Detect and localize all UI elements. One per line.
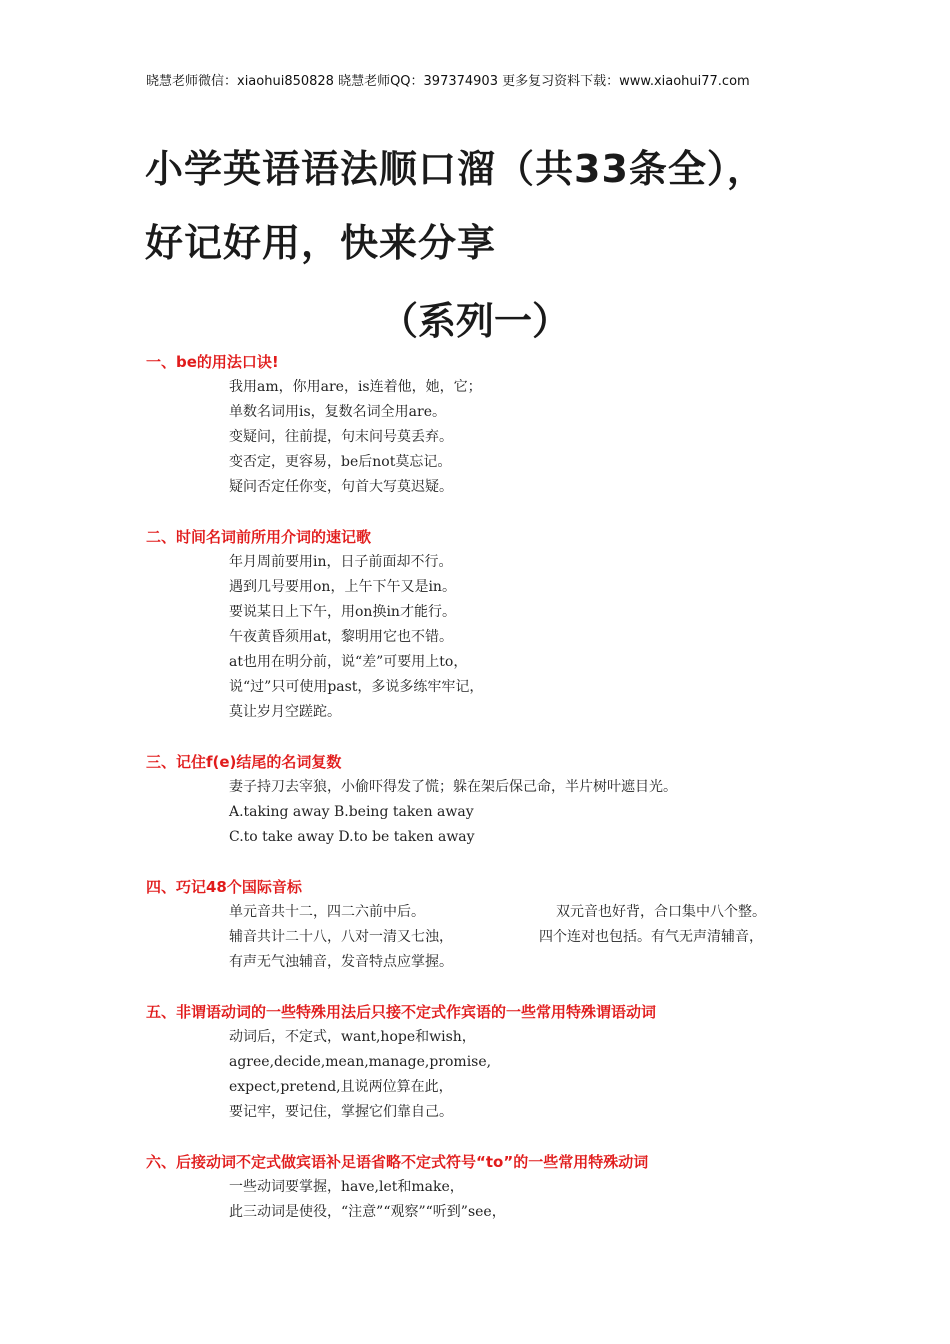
verse-half: 四个连对也包括。有气无声清辅音， (539, 929, 763, 945)
page-subtitle: （系列一） (379, 299, 570, 343)
verse-line: 要说某日上下午，用on换in才能行。 (229, 604, 456, 620)
section-time-prepositions (146, 525, 826, 725)
verse-half: 单元音共十二，四二六前中后。 (229, 904, 425, 920)
verse-line: 遇到几号要用on，上午下午又是in。 (229, 579, 456, 595)
verse-line: 我用am，你用are，is连着他，她，它； (229, 379, 482, 395)
verse-line: 说“过”只可使用past，多说多练牢牢记， (229, 679, 484, 695)
verse-line (146, 925, 826, 950)
section-heading: 一、be的用法口诀! (146, 353, 279, 371)
section-fe-plurals (146, 750, 826, 850)
verse-line: 要记牢，要记住，掌握它们靠自己。 (229, 1104, 453, 1120)
verse-half: 辅音共计二十八，八对一清又七浊， (229, 929, 453, 945)
section-heading: 四、巧记48个国际音标 (146, 878, 302, 896)
verse-line: 莫让岁月空蹉跎。 (229, 704, 341, 720)
verse-line: 单数名词用is，复数名词全用are。 (229, 404, 446, 420)
page-title-line-2: 好记好用，快来分享 (145, 221, 497, 265)
page-title-line-1: 小学英语语法顺口溜（共33条全）， (145, 147, 766, 191)
verse-line: 午夜黄昏须用at，黎明用它也不错。 (229, 629, 453, 645)
verse-line: 年月周前要用in，日子前面却不行。 (229, 554, 453, 570)
verse-line: at也用在明分前，说“差”可要用上to， (229, 654, 468, 670)
section-heading: 二、时间名词前所用介词的速记歌 (146, 528, 372, 546)
verse-line: agree,decide,mean,manage,promise, (229, 1054, 492, 1070)
verse-line: 有声无气浊辅音，发音特点应掌握。 (229, 954, 453, 970)
verse-line: 动词后，不定式，want,hope和wish， (229, 1029, 476, 1045)
verse-line: 疑问否定任你变，句首大写莫迟疑。 (229, 479, 453, 495)
verse-line: expect,pretend,且说两位算在此， (229, 1079, 453, 1095)
section-bare-infinitive-verbs (146, 1150, 826, 1225)
option-line: C.to take away D.to be taken away (229, 829, 475, 845)
section-phonetic-symbols (146, 875, 826, 975)
verse-half: 双元音也好背，合口集中八个整。 (556, 904, 766, 920)
verse-line: 一些动词要掌握，have,let和make， (229, 1179, 464, 1195)
verse-line: 变否定，更容易，be后not莫忘记。 (229, 454, 452, 470)
verse-line (146, 900, 826, 925)
page-header: 晓慧老师微信：xiaohui850828 晓慧老师QQ：397374903 更多复习资料下载：www.xiaohui77.com (146, 74, 750, 89)
document-body (146, 350, 826, 1250)
option-line: A.taking away B.being taken away (229, 804, 474, 820)
verse-line: 妻子持刀去宰狼，小偷吓得发了慌；躲在架后保己命，半片树叶遮目光。 (229, 779, 677, 795)
section-heading: 六、后接动词不定式做宾语补足语省略不定式符号“to”的一些常用特殊动词 (146, 1153, 649, 1171)
verse-line: 变疑问，往前提，句末问号莫丢弃。 (229, 429, 453, 445)
section-infinitive-object-verbs (146, 1000, 826, 1125)
section-heading: 三、记住f(e)结尾的名词复数 (146, 753, 342, 771)
section-heading: 五、非谓语动词的一些特殊用法后只接不定式作宾语的一些常用特殊谓语动词 (146, 1003, 657, 1021)
verse-line: 此三动词是使役，“注意”“观察”“听到”see， (229, 1204, 506, 1220)
section-be-usage (146, 350, 826, 500)
